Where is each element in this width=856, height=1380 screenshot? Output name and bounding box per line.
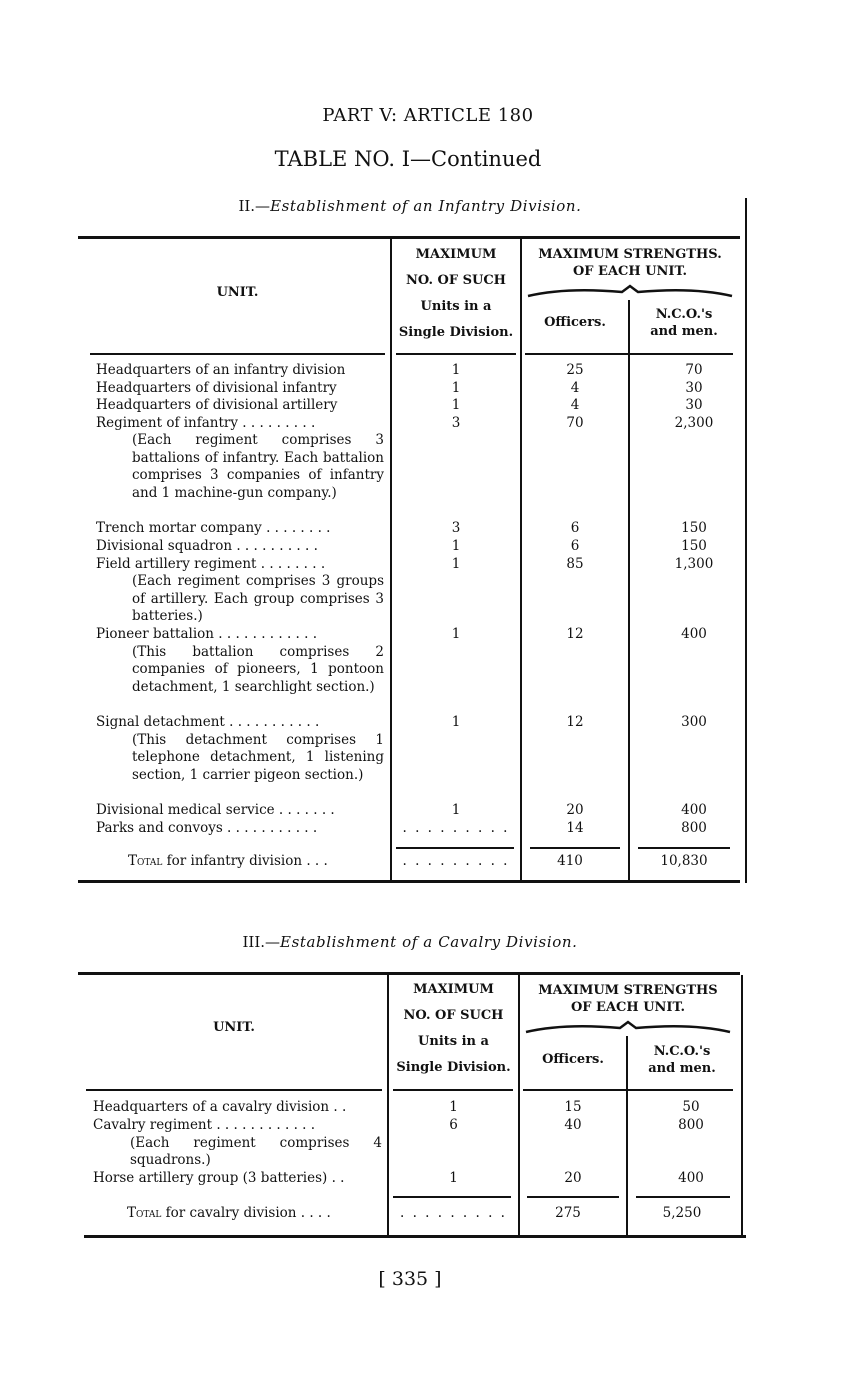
header-rule bbox=[396, 353, 516, 355]
brace-icon bbox=[524, 1020, 732, 1036]
unit-column-header: UNIT. bbox=[213, 1020, 255, 1035]
officers-cell: 6 bbox=[570, 538, 580, 554]
table-top-rule bbox=[78, 972, 740, 975]
nco-column-header: N.C.O.'s and men. bbox=[648, 1044, 716, 1076]
header-rule bbox=[393, 1089, 513, 1091]
men-cell: 150 bbox=[681, 538, 707, 554]
max-cell: 1 bbox=[451, 626, 461, 642]
page-number: [ 335 ] bbox=[378, 1268, 442, 1290]
table-row: Divisional medical service . . . . . . . bbox=[96, 802, 335, 818]
max-cell: 3 bbox=[451, 414, 461, 431]
max-cell: 1 bbox=[449, 1170, 458, 1186]
total-row: Total for cavalry division . . . . bbox=[127, 1205, 331, 1221]
table-row: Headquarters of divisional artillery bbox=[96, 397, 338, 413]
table-bottom-rule bbox=[84, 1235, 746, 1238]
total-rule bbox=[393, 1196, 511, 1198]
total-rule bbox=[530, 847, 620, 849]
max-cell: 1 bbox=[449, 1099, 458, 1115]
officers-cell: 6 bbox=[570, 520, 580, 536]
max-cell: 1 bbox=[451, 379, 461, 396]
row-note: (Each regiment comprises 3 battalions of infantry. Each battalion comprises 3 companies of infantry and 1 machine-gun company.) bbox=[132, 432, 384, 501]
men-total: 10,830 bbox=[660, 853, 708, 869]
table-row: Divisional squadron . . . . . . . . . . bbox=[96, 538, 318, 554]
nco-column-header: N.C.O.'s and men. bbox=[650, 307, 718, 339]
row-note: (Each regiment comprises 3 groups of artillery. Each group comprises 3 batteries.) bbox=[132, 573, 384, 624]
men-cell: 150 bbox=[681, 520, 707, 536]
infantry-section-title: II.—Establishment of an Infantry Division. bbox=[238, 197, 582, 215]
men-cell: 300 bbox=[681, 714, 707, 730]
total-rule bbox=[396, 847, 514, 849]
table-row: Trench mortar company . . . . . . . . bbox=[96, 520, 331, 536]
max-cell: 1 bbox=[451, 802, 461, 818]
men-cell: 800 bbox=[681, 819, 707, 836]
officers-cell: 25 bbox=[566, 362, 584, 378]
max-cell: 1 bbox=[451, 538, 461, 554]
table-row: Parks and convoys . . . . . . . . . . . bbox=[96, 819, 318, 836]
brace-icon bbox=[526, 284, 734, 300]
max-column-header: MAXIMUM NO. OF SUCH Units in a Single Division. bbox=[398, 247, 514, 340]
max-column-header: MAXIMUM NO. OF SUCH Units in a Single Division. bbox=[396, 982, 511, 1075]
officers-cell: 4 bbox=[570, 397, 580, 413]
max-cell: 1 bbox=[451, 714, 461, 730]
men-cell: 30 bbox=[685, 397, 703, 413]
officers-total: 275 bbox=[555, 1205, 581, 1221]
max-cell: . . . . . . . . . bbox=[400, 1205, 507, 1221]
officers-cell: 12 bbox=[566, 714, 584, 730]
row-note: (This battalion comprises 2 companies of pioneers, 1 pontoon detachment, 1 searchlight section.) bbox=[132, 643, 384, 695]
header-rule bbox=[86, 1089, 382, 1091]
table-row: Headquarters of an infantry division bbox=[96, 362, 346, 378]
officers-cell: 14 bbox=[566, 819, 584, 836]
officers-cell: 85 bbox=[566, 555, 584, 572]
max-cell: . . . . . . . . . bbox=[402, 819, 510, 836]
men-cell: 50 bbox=[682, 1099, 700, 1115]
officers-cell: 12 bbox=[566, 626, 584, 642]
men-cell: 400 bbox=[681, 802, 707, 818]
officers-cell: 4 bbox=[570, 379, 580, 396]
strengths-column-header: MAXIMUM STRENGTHS. OF EACH UNIT. bbox=[538, 247, 722, 279]
table-title: TABLE NO. I—Continued bbox=[274, 147, 542, 171]
total-rule bbox=[638, 847, 730, 849]
strengths-column-header: MAXIMUM STRENGTHS OF EACH UNIT. bbox=[538, 983, 718, 1015]
officers-cell: 20 bbox=[564, 1170, 582, 1186]
unit-column-header: UNIT. bbox=[216, 285, 259, 300]
total-rule bbox=[527, 1196, 619, 1198]
officers-cell: 20 bbox=[566, 802, 584, 818]
officers-column-header: Officers. bbox=[544, 315, 606, 330]
men-total: 5,250 bbox=[662, 1205, 702, 1221]
table-row: Pioneer battalion . . . . . . . . . . . . bbox=[96, 626, 317, 642]
men-cell: 70 bbox=[685, 362, 703, 378]
men-cell: 1,300 bbox=[674, 555, 714, 572]
max-cell: 1 bbox=[451, 555, 461, 572]
row-note: (This detachment comprises 1 telephone detachment, 1 listening section, 1 carrier pigeon section.) bbox=[132, 731, 384, 783]
header-rule bbox=[523, 1089, 733, 1091]
total-rule bbox=[636, 1196, 730, 1198]
men-cell: 400 bbox=[678, 1170, 704, 1186]
men-cell: 30 bbox=[685, 379, 703, 396]
column-separator bbox=[628, 300, 630, 880]
officers-cell: 15 bbox=[564, 1099, 582, 1115]
men-cell: 2,300 bbox=[674, 414, 714, 431]
men-cell: 800 bbox=[678, 1117, 704, 1133]
table-row: Field artillery regiment . . . . . . . . bbox=[96, 555, 326, 572]
table-row: Headquarters of divisional infantry bbox=[96, 379, 337, 396]
table-row: Signal detachment . . . . . . . . . . . bbox=[96, 714, 320, 730]
max-cell: 1 bbox=[451, 362, 461, 378]
header-rule bbox=[90, 353, 385, 355]
table-top-rule bbox=[78, 236, 740, 239]
officers-cell: 70 bbox=[566, 414, 584, 431]
table-row: Regiment of infantry . . . . . . . . . bbox=[96, 414, 316, 431]
table-row: Horse artillery group (3 batteries) . . bbox=[93, 1170, 345, 1186]
max-cell: 1 bbox=[451, 397, 461, 413]
max-cell: . . . . . . . . . bbox=[402, 853, 510, 869]
table-row: Headquarters of a cavalry division . . bbox=[93, 1099, 347, 1115]
officers-column-header: Officers. bbox=[542, 1052, 604, 1067]
row-note: (Each regiment comprises 4 squadrons.) bbox=[130, 1134, 382, 1168]
total-row: Total for infantry division . . . bbox=[128, 853, 328, 869]
table-row: Cavalry regiment . . . . . . . . . . . . bbox=[93, 1117, 316, 1133]
officers-cell: 40 bbox=[564, 1117, 582, 1133]
max-cell: 6 bbox=[449, 1117, 458, 1133]
header-rule bbox=[525, 353, 733, 355]
cavalry-section-title: III.—Establishment of a Cavalry Division. bbox=[242, 933, 578, 951]
men-cell: 400 bbox=[681, 626, 707, 642]
officers-total: 410 bbox=[557, 853, 583, 869]
table-bottom-rule bbox=[78, 880, 740, 883]
max-cell: 3 bbox=[451, 520, 461, 536]
article-heading: PART V: ARTICLE 180 bbox=[322, 105, 534, 126]
